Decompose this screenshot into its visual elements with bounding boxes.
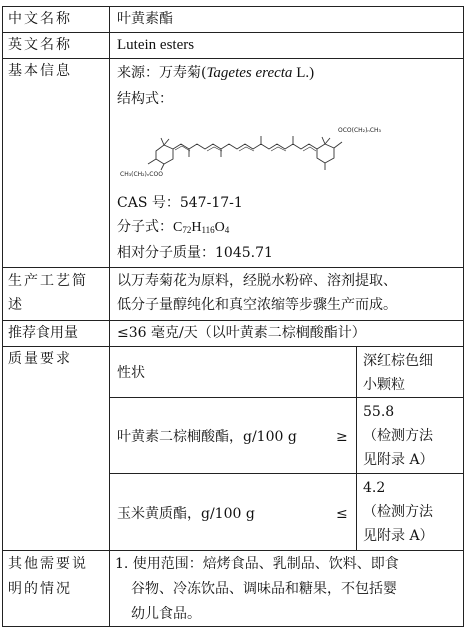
row-divider (2, 58, 464, 59)
formula-oxygen: O (214, 220, 225, 235)
quality-item-zeaxanthin-name: 玉米黄质酯，g/100 g (117, 506, 255, 522)
quality-item-zeaxanthin-value-line2: （检测方法 (363, 504, 433, 520)
row-divider (2, 32, 464, 33)
basic-info-label: 基本信息 (8, 63, 72, 79)
quality-divider (109, 473, 464, 474)
quality-item-zeaxanthin-value-line1: 4.2 (363, 480, 386, 496)
quality-label: 质量要求 (8, 351, 72, 367)
other-text-line1: 1. 使用范围：焙烤食品、乳制品、饮料、即食 (115, 556, 399, 572)
column-divider (109, 6, 110, 627)
chinese-name-label: 中文名称 (8, 11, 72, 27)
quality-item-lutein-value-line3: 见附录 A） (363, 452, 434, 468)
structure-left-group: CH₃(CH₂)ₙCOO (120, 171, 163, 178)
formula-label: 分子式： (117, 219, 173, 235)
formula-oxygen-count: 4 (224, 225, 230, 235)
table-border-top (2, 6, 464, 7)
row-divider (2, 346, 464, 347)
cas-number: CAS 号：547-17-1 (117, 195, 243, 211)
english-name-label: 英文名称 (8, 37, 72, 53)
molecular-formula (117, 218, 229, 239)
quality-item-zeaxanthin-value-line3: 见附录 A） (363, 528, 434, 544)
row-divider (2, 267, 464, 268)
table-border-bottom (2, 626, 464, 627)
other-text-line2: 谷物、冷冻饮品、调味品和糖果，不包括婴 (131, 581, 397, 597)
quality-item-appearance-value-line1: 深红棕色细 (363, 353, 433, 369)
formula-hydrogen: H (191, 220, 202, 235)
process-label-line2: 述 (8, 297, 22, 313)
polyene-chain (173, 144, 317, 149)
english-name-value: Lutein esters (117, 37, 195, 53)
source-latin: Tagetes erecta (206, 65, 293, 81)
quality-divider (109, 397, 464, 398)
formula-hydrogen-count: 116 (201, 225, 215, 235)
process-text-line1: 以万寿菊花为原料，经脱水粉碎、溶剂提取、 (117, 273, 397, 289)
quality-item-appearance-name: 性状 (117, 365, 145, 381)
formula-carbon-count: 72 (182, 225, 192, 235)
quality-item-lutein-name: 叶黄素二棕榈酸酯，g/100 g (117, 429, 297, 445)
table-border-right (463, 6, 464, 627)
formula-carbon: C (173, 220, 183, 235)
source-suffix: L.) (292, 65, 315, 81)
molecular-weight: 相对分子质量：1045.71 (117, 245, 273, 261)
process-label-line1: 生产工艺简 (8, 273, 88, 289)
quality-item-appearance-value-line2: 小颗粒 (363, 377, 405, 393)
quality-item-lutein-value-line2: （检测方法 (363, 428, 433, 444)
right-ring (317, 144, 334, 163)
structure-right-group: OCO(CH₂)ₙCH₃ (338, 127, 381, 134)
source-prefix: 来源：万寿菊( (117, 65, 207, 81)
other-text-line3: 幼儿食品。 (131, 606, 201, 622)
quality-item-zeaxanthin-operator: ≤ (336, 506, 348, 522)
intake-value: ≤36 毫克/天（以叶黄素二棕榈酸酯计） (117, 325, 366, 341)
row-divider (2, 320, 464, 321)
other-label-line2: 明的情况 (8, 581, 72, 597)
source-line (117, 64, 314, 82)
structural-formula-diagram (120, 120, 381, 182)
process-text-line2: 低分子量醇纯化和真空浓缩等步骤生产而成。 (117, 297, 397, 313)
chinese-name-value: 叶黄素酯 (117, 11, 173, 27)
quality-value-divider (356, 346, 357, 550)
quality-item-lutein-value-line1: 55.8 (363, 404, 395, 420)
other-label-line1: 其他需要说 (8, 556, 88, 572)
structure-label: 结构式： (117, 91, 173, 107)
intake-label: 推荐食用量 (8, 325, 78, 341)
row-divider (2, 550, 464, 551)
table-border-left (2, 6, 3, 627)
quality-item-lutein-operator: ≥ (336, 429, 348, 445)
left-ring (156, 145, 173, 164)
